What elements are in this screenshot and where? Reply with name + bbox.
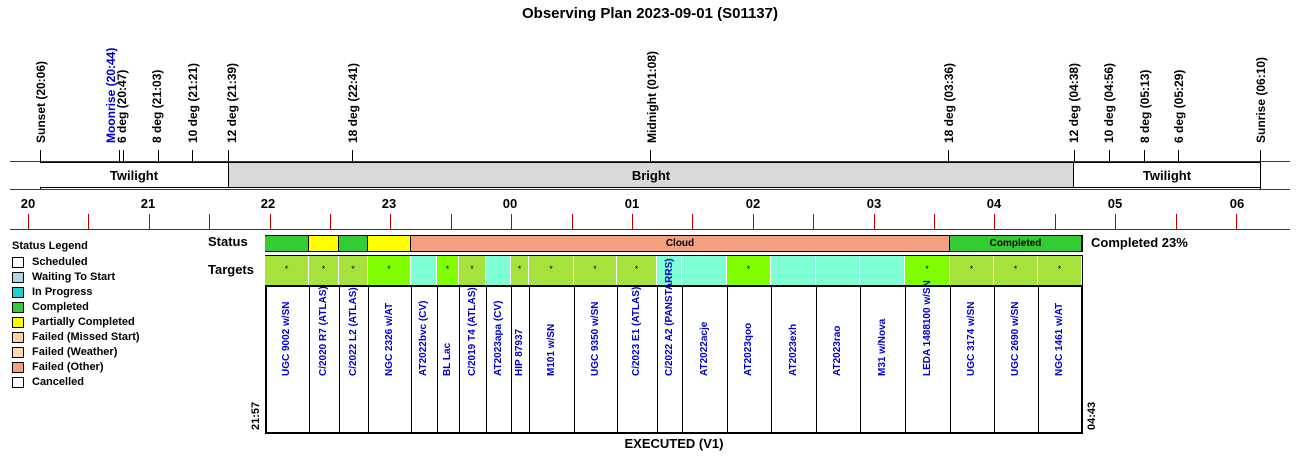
event-label: Sunset (20:06) xyxy=(34,60,48,143)
legend-label: Failed (Other) xyxy=(32,361,104,373)
event-label: 10 deg (21:21) xyxy=(186,62,200,143)
target-name[interactable]: BL Lac xyxy=(442,342,453,376)
legend-swatch xyxy=(12,302,24,313)
legend-label: Waiting To Start xyxy=(32,271,116,283)
hour-tick xyxy=(451,214,452,229)
target-cell[interactable]: * xyxy=(1038,256,1082,285)
status-segment[interactable] xyxy=(339,236,368,251)
event-label: Midnight (01:08) xyxy=(645,51,659,143)
target-separator xyxy=(574,286,575,434)
hour-tick xyxy=(632,214,633,229)
event-tick xyxy=(1260,150,1261,190)
hour-tick xyxy=(209,214,210,229)
target-name[interactable]: NGC 1461 w/AT xyxy=(1054,302,1065,376)
status-segment[interactable]: Completed xyxy=(950,236,1082,251)
legend-swatch xyxy=(12,332,24,343)
target-name[interactable]: UGC 3174 w/SN xyxy=(966,301,977,376)
event-label: 18 deg (03:36) xyxy=(942,62,956,143)
target-separator xyxy=(727,286,728,434)
status-row-label: Status xyxy=(208,234,248,249)
target-name[interactable]: C/2023 E1 (ATLAS) xyxy=(631,286,642,376)
target-separator xyxy=(682,286,683,434)
target-separator xyxy=(771,286,772,434)
hour-label: 01 xyxy=(624,196,640,211)
target-separator xyxy=(437,286,438,434)
target-separator xyxy=(368,286,369,434)
start-time: 21:57 xyxy=(250,401,262,430)
target-cell[interactable]: * xyxy=(994,256,1038,285)
twilight-band-left: Twilight xyxy=(40,162,228,188)
event-label: 12 deg (21:39) xyxy=(225,62,239,143)
hour-tick xyxy=(934,214,935,229)
target-cell[interactable] xyxy=(411,256,437,285)
hour-label: 05 xyxy=(1107,196,1123,211)
hour-label: 03 xyxy=(866,196,882,211)
targets-row-label: Targets xyxy=(208,262,254,277)
hour-label: 02 xyxy=(745,196,761,211)
target-separator xyxy=(816,286,817,434)
target-separator xyxy=(411,286,412,434)
target-separator xyxy=(994,286,995,434)
status-segment[interactable] xyxy=(309,236,339,251)
target-cell[interactable]: * xyxy=(368,256,411,285)
event-label: 10 deg (04:56) xyxy=(1102,62,1116,143)
hour-label: 06 xyxy=(1229,196,1245,211)
hour-tick xyxy=(330,214,331,229)
legend-item xyxy=(12,271,115,283)
target-name[interactable]: AT2023apa (CV) xyxy=(492,300,504,376)
target-separator xyxy=(1038,286,1039,434)
completed-summary: Completed 23% xyxy=(1091,235,1188,250)
target-name[interactable]: UGC 9350 w/SN xyxy=(589,301,601,376)
target-name[interactable]: AT2023exh xyxy=(787,323,799,376)
hour-tick xyxy=(692,214,693,229)
legend-item xyxy=(12,331,140,343)
target-cell[interactable]: * xyxy=(339,256,368,285)
target-name[interactable]: M31 w/Nova xyxy=(876,318,888,376)
event-label: 6 deg (20:47) xyxy=(115,69,129,143)
plan-title: Observing Plan 2023-09-01 (S01137) xyxy=(522,5,778,22)
legend-item xyxy=(12,346,117,358)
hour-tick xyxy=(1236,214,1237,229)
target-name[interactable]: C/2020 R7 (ATLAS) xyxy=(318,286,329,376)
hour-tick xyxy=(270,214,271,229)
target-cell[interactable] xyxy=(816,256,860,285)
target-name[interactable]: LEDA 1488100 w/SN xyxy=(921,280,933,376)
legend-label: Partially Completed xyxy=(32,316,135,328)
hour-tick xyxy=(1055,214,1056,229)
legend-item xyxy=(12,361,104,373)
hour-label: 04 xyxy=(986,196,1002,211)
target-name[interactable]: C/2022 L2 (ATLAS) xyxy=(347,287,359,376)
legend-swatch xyxy=(12,362,24,373)
hour-tick xyxy=(149,214,150,229)
hour-label: 20 xyxy=(20,196,36,211)
legend-item xyxy=(12,376,84,388)
hour-tick xyxy=(28,214,29,229)
hour-label: 23 xyxy=(381,196,397,211)
legend-label: Failed (Missed Start) xyxy=(32,331,140,343)
hour-label: 00 xyxy=(502,196,518,211)
target-cell[interactable]: * xyxy=(617,256,657,285)
legend-item xyxy=(12,316,135,328)
event-label: Sunrise (06:10) xyxy=(1254,56,1268,143)
hour-label: 22 xyxy=(260,196,276,211)
target-cell[interactable]: * xyxy=(309,256,339,285)
target-name[interactable]: C/2019 T4 (ATLAS) xyxy=(466,287,478,376)
target-cell[interactable]: * xyxy=(727,256,771,285)
target-cell[interactable]: * xyxy=(574,256,617,285)
legend-label: Completed xyxy=(32,301,89,313)
hour-axis-line xyxy=(10,229,1290,230)
target-separator xyxy=(339,286,340,434)
legend-swatch xyxy=(12,257,24,268)
target-cell[interactable] xyxy=(771,256,816,285)
target-cell[interactable]: * xyxy=(529,256,574,285)
target-name[interactable]: AT2022bvc (CV) xyxy=(418,300,429,376)
target-cell[interactable] xyxy=(682,256,727,285)
status-segment[interactable]: Cloud xyxy=(411,236,950,251)
target-cell[interactable]: * xyxy=(905,256,950,285)
legend-label: Cancelled xyxy=(32,376,84,388)
event-label: Moonrise (20:44) xyxy=(104,47,118,143)
target-separator xyxy=(459,286,460,434)
target-cell[interactable]: * xyxy=(265,256,309,285)
end-time: 04:43 xyxy=(1086,401,1098,430)
legend-label: In Progress xyxy=(32,286,93,298)
hour-tick xyxy=(1176,214,1177,229)
hour-tick xyxy=(874,214,875,229)
hour-tick xyxy=(511,214,512,229)
event-label: 8 deg (21:03) xyxy=(150,69,164,143)
target-name[interactable]: C/2022 A2 (PANSTARRS) xyxy=(663,258,675,376)
legend-swatch xyxy=(12,287,24,298)
event-label: 6 deg (05:29) xyxy=(1172,69,1186,143)
target-separator xyxy=(486,286,487,434)
status-segment[interactable] xyxy=(265,236,309,251)
hour-tick xyxy=(390,214,391,229)
target-cell[interactable]: * xyxy=(511,256,529,285)
legend-item xyxy=(12,256,88,268)
target-name[interactable]: M101 w/SN xyxy=(545,323,557,376)
target-name[interactable]: AT2023qoo xyxy=(743,322,754,376)
target-cell[interactable]: * xyxy=(459,256,486,285)
status-segment[interactable] xyxy=(368,236,411,251)
target-cell[interactable]: * xyxy=(950,256,994,285)
target-name[interactable]: HIP 87937 xyxy=(514,328,525,376)
event-label: 8 deg (05:13) xyxy=(1138,69,1152,143)
legend-swatch xyxy=(12,272,24,283)
legend-title: Status Legend xyxy=(12,240,88,252)
target-separator xyxy=(511,286,512,434)
target-cell[interactable] xyxy=(860,256,905,285)
legend-swatch xyxy=(12,377,24,388)
legend-label: Scheduled xyxy=(32,256,88,268)
legend-swatch xyxy=(12,317,24,328)
target-separator xyxy=(950,286,951,434)
hour-tick xyxy=(994,214,995,229)
legend-item xyxy=(12,286,93,298)
target-separator xyxy=(309,286,310,434)
hour-tick xyxy=(813,214,814,229)
target-name[interactable]: AT2023rao xyxy=(832,325,843,376)
hour-tick xyxy=(753,214,754,229)
target-separator xyxy=(529,286,530,434)
target-cell[interactable] xyxy=(486,256,511,285)
target-cell[interactable]: * xyxy=(437,256,459,285)
legend-swatch xyxy=(12,347,24,358)
target-name[interactable]: UGC 2690 w/SN xyxy=(1010,301,1021,376)
target-separator xyxy=(617,286,618,434)
target-separator xyxy=(905,286,906,434)
hour-label: 21 xyxy=(140,196,156,211)
hour-tick xyxy=(1115,214,1116,229)
target-name[interactable]: UGC 9002 w/SN xyxy=(281,301,292,376)
twilight-band-right: Twilight xyxy=(1074,162,1260,188)
timeline-bottom-line xyxy=(10,189,1290,190)
target-separator xyxy=(657,286,658,434)
bright-band: Bright xyxy=(228,162,1074,188)
event-label: 12 deg (04:38) xyxy=(1067,62,1081,143)
hour-tick xyxy=(572,214,573,229)
hour-tick xyxy=(88,214,89,229)
legend-item xyxy=(12,301,89,313)
footer-label: EXECUTED (V1) xyxy=(624,436,724,451)
target-name[interactable]: AT2022acje xyxy=(698,321,710,376)
event-label: 18 deg (22:41) xyxy=(346,62,360,143)
target-name[interactable]: NGC 2326 w/AT xyxy=(383,302,395,376)
target-separator xyxy=(860,286,861,434)
legend-label: Failed (Weather) xyxy=(32,346,118,358)
